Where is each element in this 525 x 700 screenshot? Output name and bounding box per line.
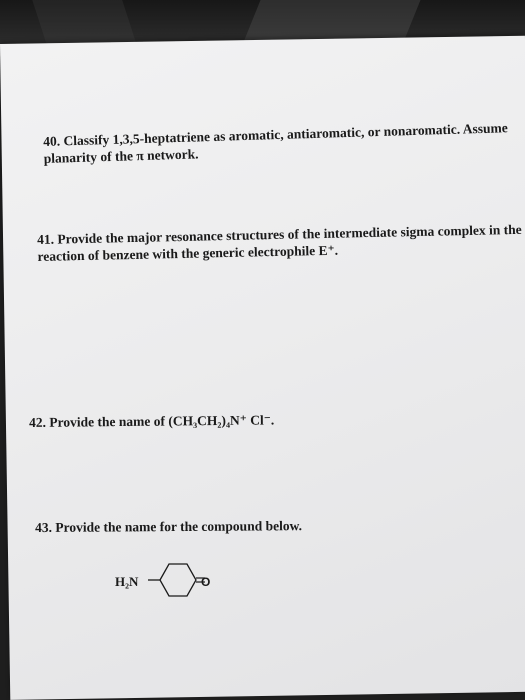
question-43: [35, 516, 505, 536]
question-number: 43.: [35, 519, 52, 535]
question-text: Provide the name of (CH₃CH₂)₄N⁺ Cl⁻.: [49, 412, 275, 430]
question-text: Classify 1,3,5-heptatriene as aromatic, antiaromatic, or nonaromatic. Assume: [63, 120, 508, 149]
cyclohexane-ring: [160, 564, 196, 596]
question-42-line-1: [29, 409, 499, 431]
question-text: Provide the major resonance structures of the intermediate sigma complex in the: [57, 221, 522, 247]
question-text: Provide the name for the compound below.: [55, 518, 302, 535]
question-number: 42.: [29, 414, 47, 430]
question-number: 40.: [43, 133, 61, 149]
oxygen-label: O: [201, 575, 211, 589]
question-40: [43, 119, 514, 167]
question-43-line-1: [35, 516, 505, 536]
amine-label: H₂N: [115, 574, 139, 589]
question-40-line-2: planarity of the π network.: [43, 146, 199, 166]
question-42: [29, 409, 499, 431]
question-number: 41.: [37, 231, 55, 247]
cyclohexanone-amine-structure: [115, 552, 225, 612]
question-41: [37, 221, 522, 265]
question-41-line-2: reaction of benzene with the generic electrophile E⁺.: [37, 242, 339, 264]
